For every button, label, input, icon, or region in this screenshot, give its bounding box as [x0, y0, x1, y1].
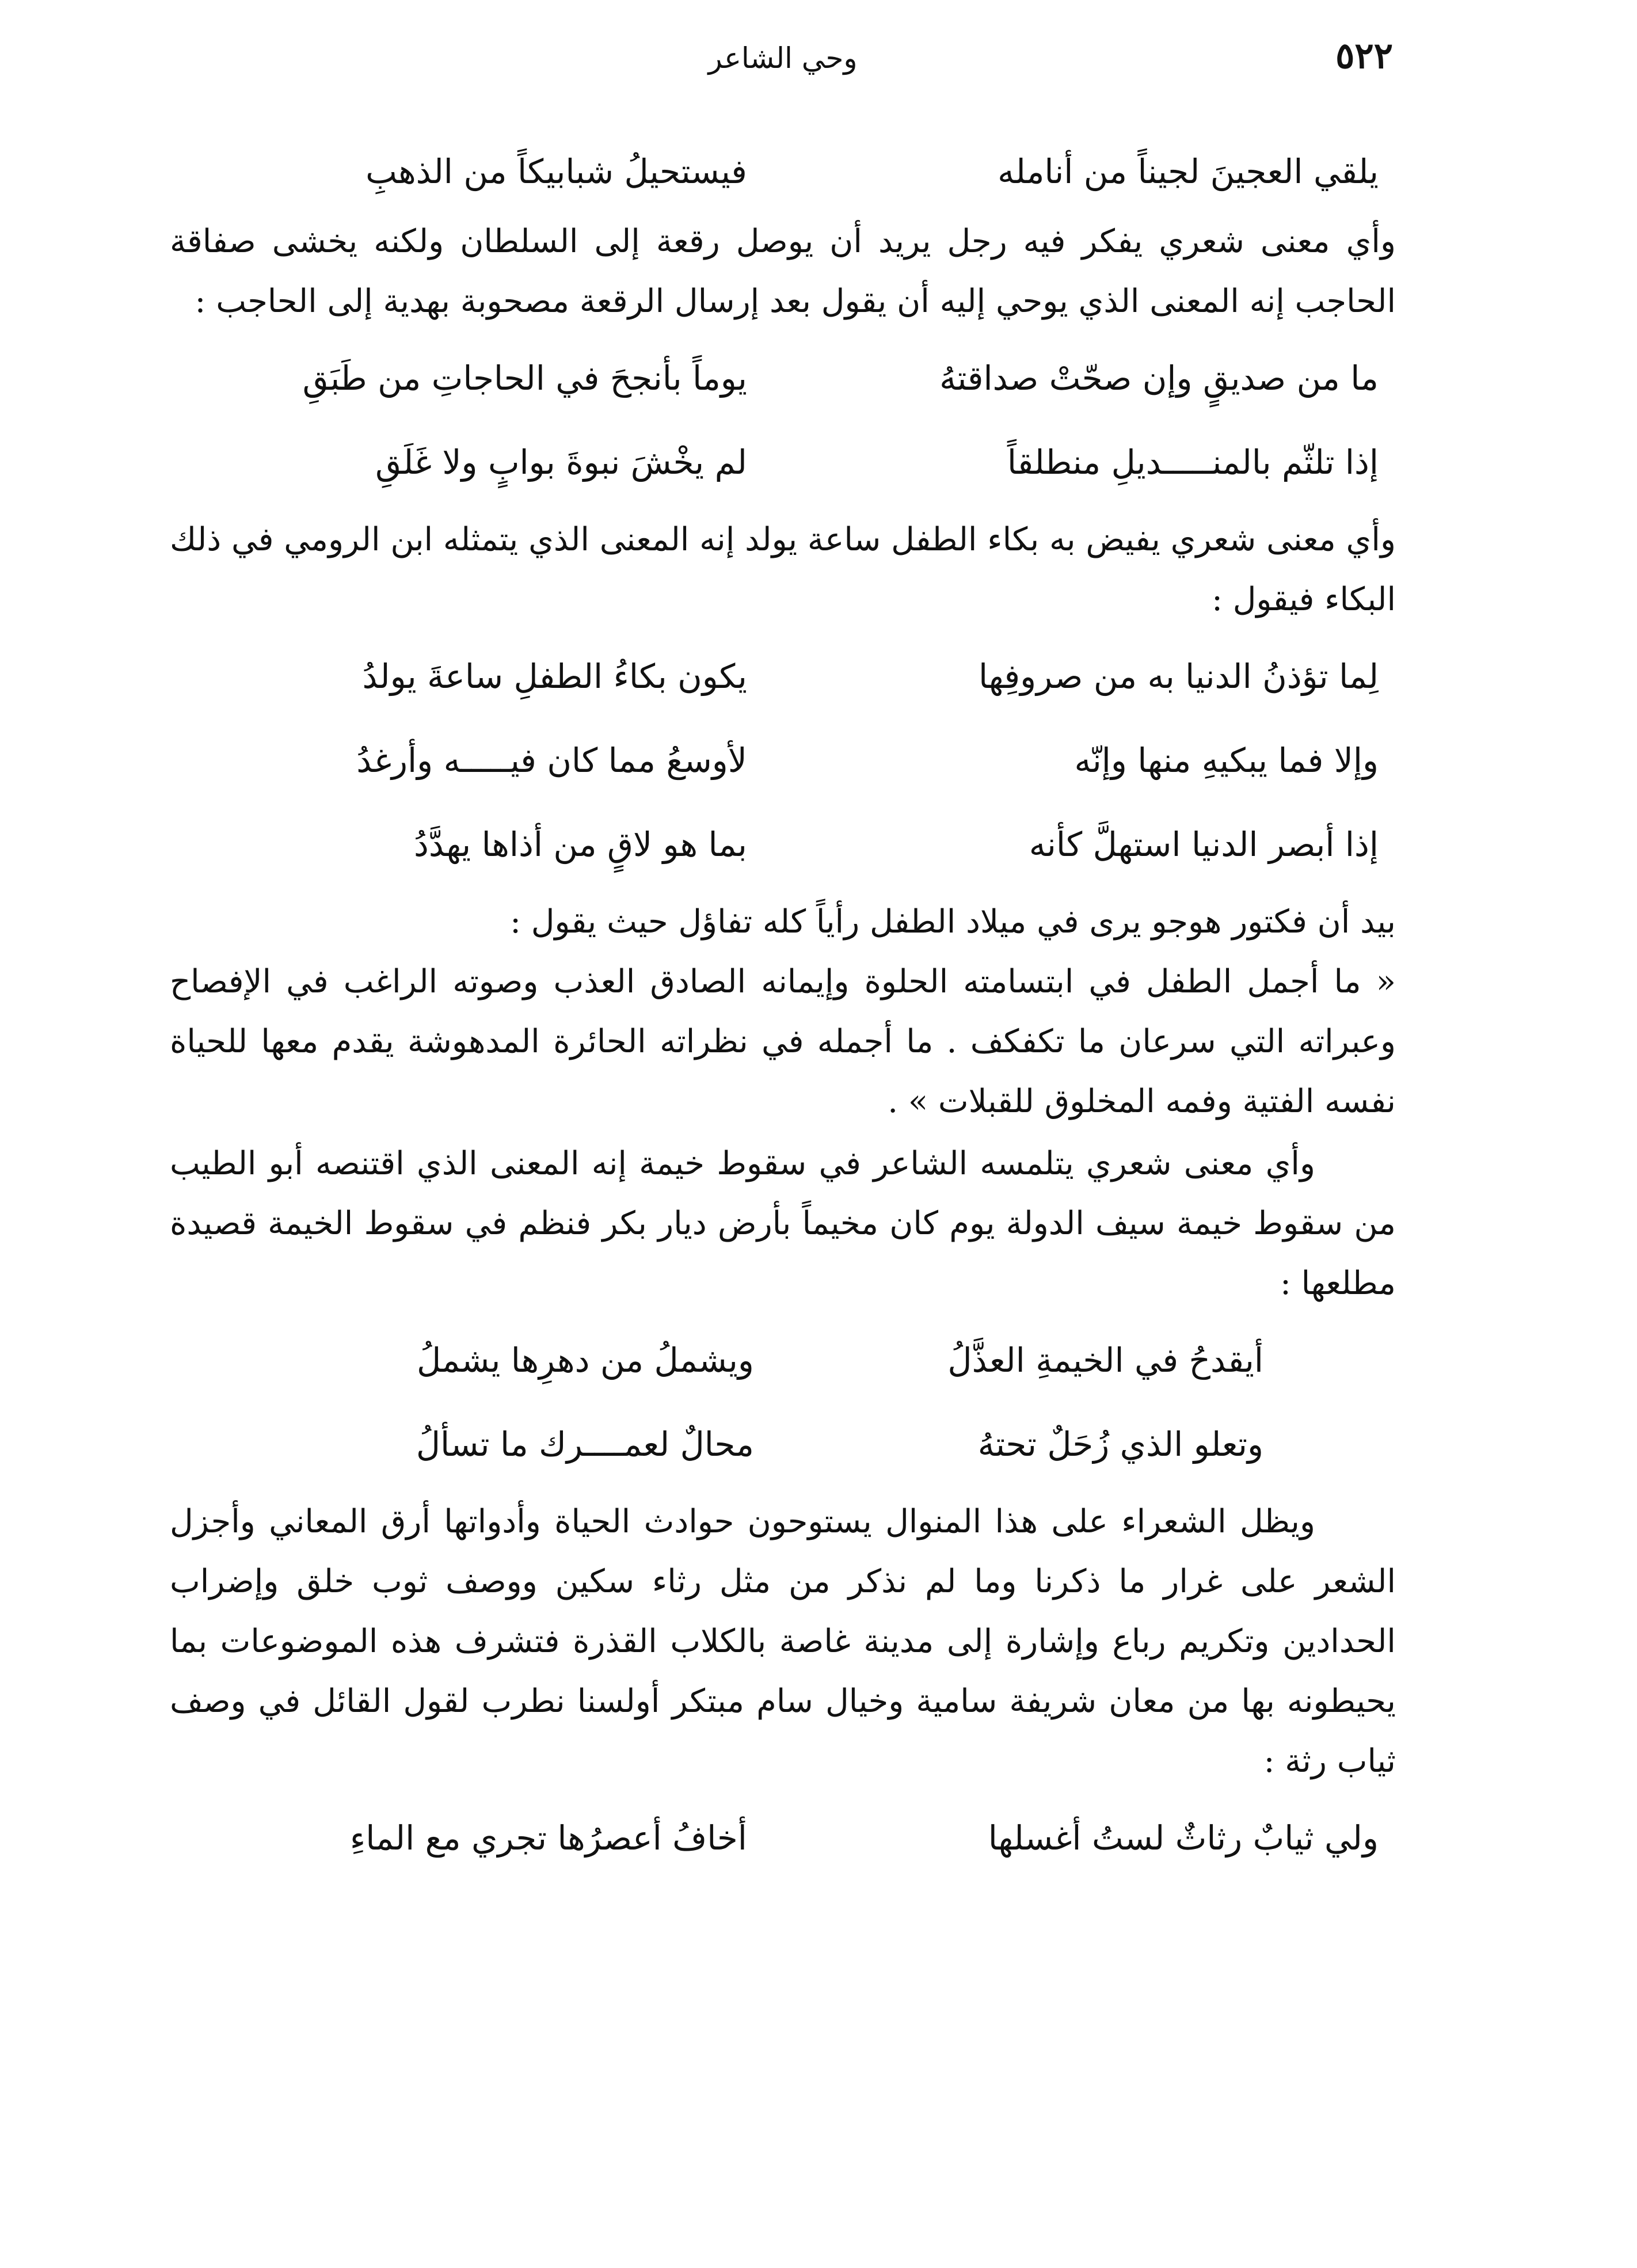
verse-line	[187, 718, 1379, 802]
paragraph-poets-themes: ويظل الشعراء على هذا المنوال يستوحون حوادث الحياة وأدواتها أرق المعاني وأجزل الشعر على غرار ما ذكرنا وما لم نذكر من مثل رثاء سكين ووصف ثوب خلق وإضراب الحدادين وتكريم رباع وإشارة إلى مدينة غاصة بالكلاب القذرة فتشرف هذه الموضوعات بما يحيطونه بها من معان شريفة سامية وخيال سام مبتكر أولسنا نطرب لقول القائل في وصف ثياب رثة :	[170, 1503, 1396, 1780]
verse-hemistich-first: ولي ثيابٌ رثاثٌ لستُ أغسلها	[988, 1818, 1379, 1858]
verse-hemistich-first: إذا أبصر الدنيا استهلَّ كأنه	[1029, 825, 1379, 864]
paragraph-hugo-quote: « ما أجمل الطفل في ابتسامته الحلوة وإيمانه الصادق العذب وصوته الراغب في الإفصاح وعبراته التي سرعان ما تكفكف . ما أجمله في نظراته الحائرة المدهوشة يقدم معها للحياة نفسه الفتية وفمه المخلوق للقبلات » .	[170, 963, 1396, 1120]
verse-hemistich-first: إذا تلثّم بالمنـــــديلِ منطلقاً	[1007, 443, 1379, 482]
verse-hemistich-first: أيقدحُ في الخيمةِ العذَّلُ	[947, 1341, 1263, 1380]
verse-hemistich-second: يكون بكاءُ الطفلِ ساعةَ يولدُ	[362, 657, 747, 696]
verse-block-hajib	[170, 336, 1396, 504]
page-body	[170, 132, 1396, 1886]
verse-block-khayma	[170, 1318, 1396, 1486]
verse-hemistich-second: يوماً بأنجحَ في الحاجاتِ من طَبَقِ	[302, 359, 747, 398]
verse-hemistich-second: أخافُ أعصرُها تجري مع الماءِ	[349, 1818, 747, 1858]
verse-line	[187, 336, 1379, 420]
verse-hemistich-second: فيستحيلُ شبابيكاً من الذهبِ	[366, 152, 747, 191]
verse-hemistich-second: بما هو لاقٍ من أذاها يهدَّدُ	[414, 825, 747, 864]
verse-line	[187, 1796, 1379, 1880]
verse-hemistich-first: وإلا فما يبكيهِ منها وإنّه	[1074, 741, 1379, 780]
verse-line	[302, 1402, 1263, 1486]
verse-hemistich-first: يلقي العجينَ لجيناً من أنامله	[998, 152, 1379, 191]
page-number: ٥٢٢	[1335, 35, 1393, 77]
paragraph-ibn-rumi-intro: وأي معنى شعري يفيض به بكاء الطفل ساعة يولد إنه المعنى الذي يتمثله ابن الرومي في ذلك البكاء فيقول :	[170, 521, 1396, 618]
verse-line	[187, 137, 1379, 206]
paragraph-hugo-intro: بيد أن فكتور هوجو يرى في ميلاد الطفل رأياً كله تفاؤل حيث يقول :	[510, 903, 1396, 941]
verse-hemistich-second: ويشملُ من دهرِها يشملُ	[417, 1341, 754, 1380]
verse-line	[187, 634, 1379, 718]
verse-hemistich-first: ما من صديقٍ وإن صحّتْ صداقتهُ	[939, 359, 1379, 398]
verse-block-ibn-rumi	[170, 634, 1396, 886]
verse-block-opening	[170, 137, 1396, 206]
verse-block-thiyab	[170, 1796, 1396, 1880]
verse-line	[187, 420, 1379, 504]
verse-line	[187, 802, 1379, 886]
verse-line	[302, 1318, 1263, 1402]
verse-hemistich-first: لِما تؤذنُ الدنيا به من صروفِها	[979, 657, 1379, 696]
page-header	[173, 35, 1393, 98]
verse-hemistich-second: لم يخْشَ نبوةَ بوابٍ ولا غَلَقِ	[375, 443, 747, 482]
paragraph-hajib-intro: وأي معنى شعري يفكر فيه رجل يريد أن يوصل رقعة إلى السلطان ولكنه يخشى صفاقة الحاجب إنه المعنى الذي يوحي إليه أن يقول بعد إرسال الرقعة مصحوبة بهدية إلى الحاجب :	[170, 223, 1396, 320]
running-title: وحي الشاعر	[708, 41, 858, 75]
verse-hemistich-second: لأوسعُ مما كان فيـــــه وأرغدُ	[356, 741, 747, 780]
verse-hemistich-first: وتعلو الذي زُحَلٌ تحتهُ	[977, 1425, 1263, 1464]
verse-hemistich-second: محالٌ لعمــــرك ما تسألُ	[416, 1425, 754, 1464]
paragraph-khayma-intro: وأي معنى شعري يتلمسه الشاعر في سقوط خيمة إنه المعنى الذي اقتنصه أبو الطيب من سقوط خيمة سيف الدولة يوم كان مخيماً بأرض ديار بكر فنظم في سقوط الخيمة قصيدة مطلعها :	[170, 1145, 1396, 1302]
